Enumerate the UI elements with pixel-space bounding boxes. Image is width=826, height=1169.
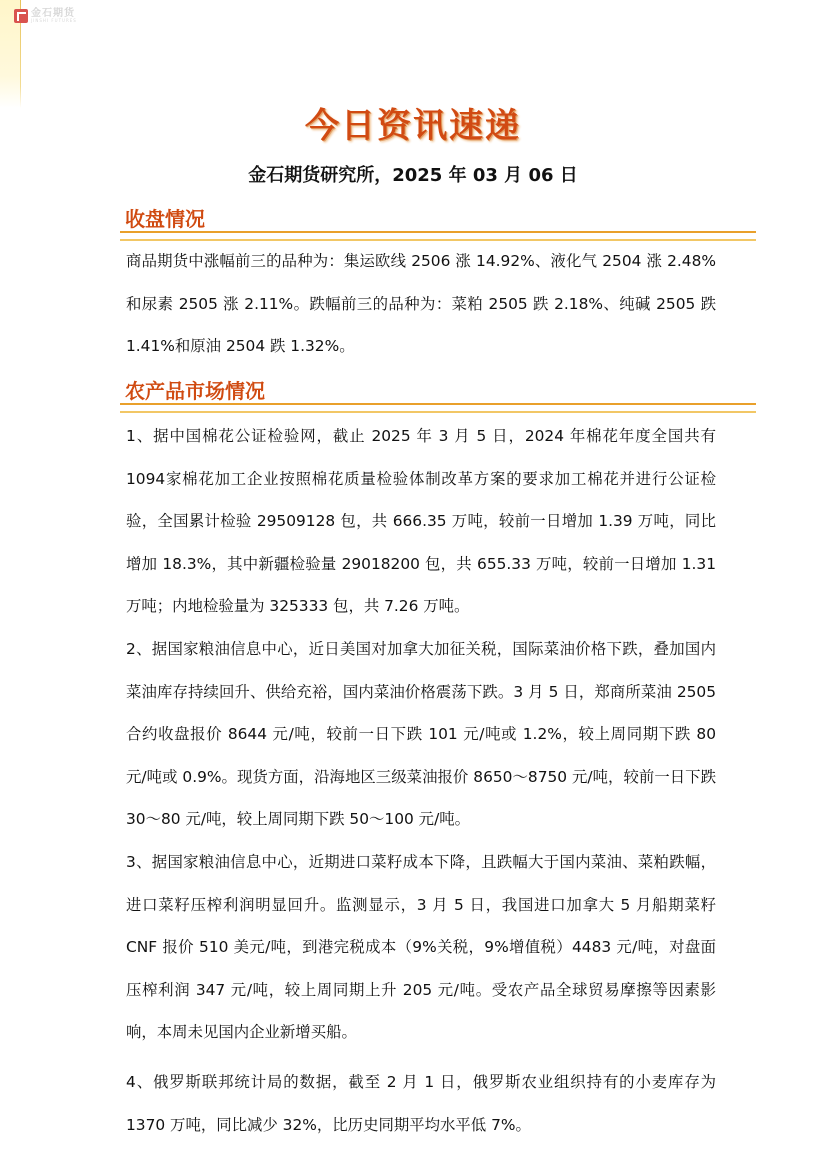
company-logo xyxy=(14,9,77,23)
paragraph-agri-4: 4、俄罗斯联邦统计局的数据，截至 2 月 1 日，俄罗斯农业组织持有的小麦库存为 1370 万吨，同比减少 32%，比历史同期平均水平低 7%。 xyxy=(126,1073,716,1134)
logo-text-block xyxy=(31,9,77,23)
section-heading-agri: 农产品市场情况 xyxy=(125,379,265,403)
logo-mark-icon xyxy=(14,9,28,23)
paragraph-agri-1: 1、据中国棉花公证检验网，截止 2025 年 3 月 5 日，2024 年棉花年度全国共有1094家棉花加工企业按照棉花质量检验体制改革方案的要求加工棉花并进行公证检验，全国累计检验 29509128 包，共 666.35 万吨，较前一日增加 1.39 万吨，同比增加 18.3%，其中新疆检验量 29018200 包，共 655.33 万吨，较前一日增加 1.31 万吨；内地检验量为 325333 包，共 7.26 万吨。 xyxy=(126,427,716,616)
logo-sub: JINSHI FUTURES xyxy=(31,18,77,23)
paragraph-agri-3: 3、据国家粮油信息中心，近期进口菜籽成本下降，且跌幅大于国内菜油、菜粕跌幅，进口菜籽压榨利润明显回升。监测显示，3 月 5 日，我国进口加拿大 5 月船期菜籽 CNF 报价 510 美元/吨，到港完税成本（9%关税，9%增值税）4483 元/吨，对盘面压榨利润 347 元/吨，较上周同期上升 205 元/吨。受农产品全球贸易摩擦等因素影响，本周未见国内企业新增买船。 xyxy=(126,853,716,1042)
paragraph-agri-2: 2、据国家粮油信息中心，近日美国对加拿大加征关税，国际菜油价格下跌，叠加国内菜油库存持续回升、供给充裕，国内菜油价格震荡下跌。3 月 5 日，郑商所菜油 2505 合约收盘报价 8644 元/吨，较前一日下跌 101 元/吨或 1.2%，较上周同期下跌 80 元/吨或 0.9%。现货方面，沿海地区三级菜油报价 8650～8750 元/吨，较前一日下跌 30～80 元/吨，较上周同期下跌 50～100 元/吨。 xyxy=(126,640,716,829)
paragraph-closing: 商品期货中涨幅前三的品种为：集运欧线 2506 涨 14.92%、液化气 2504 涨 2.48%和尿素 2505 涨 2.11%。跌幅前三的品种为：菜粕 2505 跌 2.18%、纯碱 2505 跌 1.41%和原油 2504 跌 1.32%。 xyxy=(126,252,716,356)
section-heading-closing: 收盘情况 xyxy=(125,207,205,231)
logo-name: 金石期货 xyxy=(31,8,75,19)
document-title: 今日资讯速递 xyxy=(305,106,521,146)
document-subtitle: 金石期货研究所，2025 年 03 月 06 日 xyxy=(248,165,578,186)
section-rule-agri xyxy=(120,403,756,413)
